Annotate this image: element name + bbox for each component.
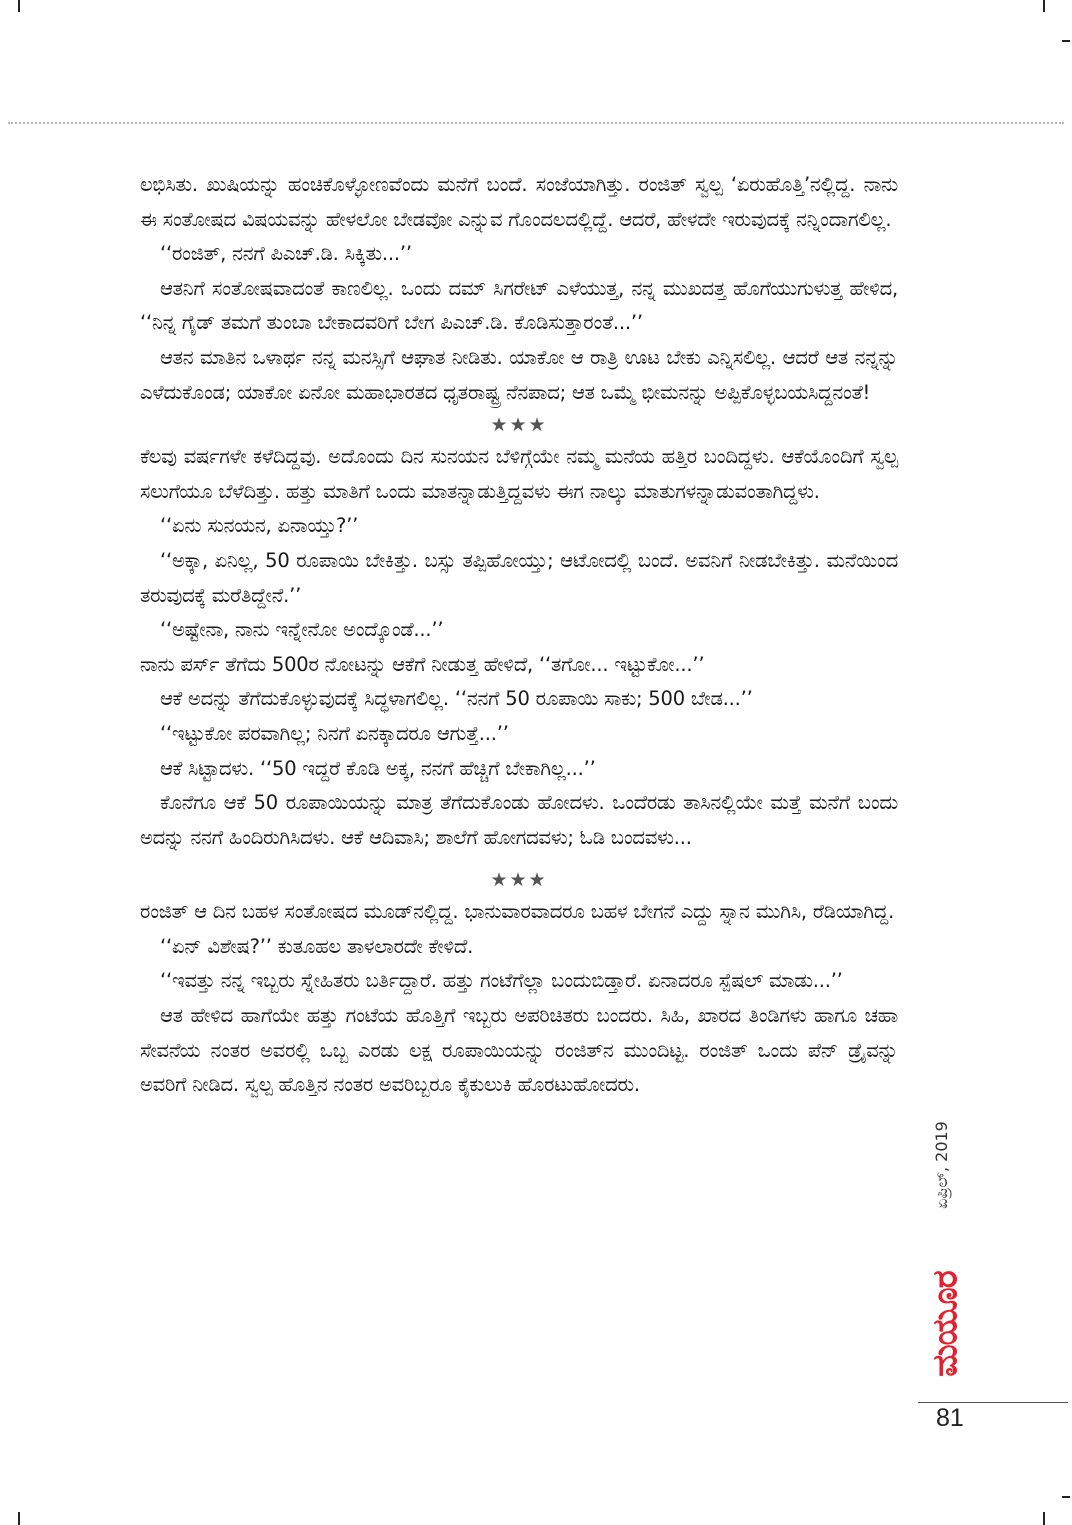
paragraph: ಆತನ ಮಾತಿನ ಒಳಾರ್ಥ ನನ್ನ ಮನಸ್ಸಿಗೆ ಆಘಾತ ನೀಡಿತು. ಯಾಕೋ ಆ ರಾತ್ರಿ ಊಟ ಬೇಕು ಎನ್ನಿಸಲಿಲ್ಲ. ಆದರೆ ಆತ ನನ್ನನ್ನು ಎಳೆದುಕೊಂಡ; ಯಾಕೋ ಏನೋ ಮಹಾಭಾರತದ ಧೃತರಾಷ್ಟ್ರ ನೆನಪಾದ; ಆತ ಒಮ್ಮೆ ಭೀಮನನ್ನು ಅಪ್ಪಿಕೊಳ್ಳಬಯಸಿದ್ದನಂತೆ! <box>140 345 898 404</box>
crop-mark-right-bottom <box>1062 1496 1070 1498</box>
paragraph: ಆಕೆ ಅದನ್ನು ತೆಗೆದುಕೊಳ್ಳುವುದಕ್ಕೆ ಸಿದ್ಧಳಾಗಲಿಲ್ಲ. ‘‘ನನಗೆ 50 ರೂಪಾಯಿ ಸಾಕು; 500 ಬೇಡ...’’ <box>160 687 753 711</box>
paragraph: ‘‘ರಂಜಿತ್, ನನಗೆ ಪಿಎಚ್.ಡಿ. ಸಿಕ್ಕಿತು...’’ <box>160 242 412 266</box>
top-dotted-divider <box>8 122 1064 124</box>
paragraph: ಆಕೆ ಸಿಟ್ಟಾದಳು. ‘‘50 ಇದ್ದರೆ ಕೊಡಿ ಅಕ್ಕ, ನನಗೆ ಹೆಚ್ಚಿಗೆ ಬೇಕಾಗಿಲ್ಲ...’’ <box>160 756 596 780</box>
paragraph: ಕೊನೆಗೂ ಆಕೆ 50 ರೂಪಾಯಿಯನ್ನು ಮಾತ್ರ ತೆಗೆದುಕೊಂಡು ಹೋದಳು. ಒಂದೆರಡು ತಾಸಿನಲ್ಲಿಯೇ ಮತ್ತೆ ಮನೆಗೆ ಬಂದು ಅದನ್ನು ನನಗೆ ಹಿಂದಿರುಗಿಸಿದಳು. ಆಕೆ ಆದಿವಾಸಿ; ಶಾಲೆಗೆ ಹೋಗದವಳು; ಓಡಿ ಬಂದವಳು... <box>140 791 898 849</box>
paragraph: ನಾನು ಪರ್ಸ್ ತೆಗೆದು 500ರ ನೋಟನ್ನು ಆಕೆಗೆ ನೀಡುತ್ತ ಹೇಳಿದೆ, ‘‘ತಗೋ... ಇಟ್ಟುಕೋ...’’ <box>140 652 705 676</box>
issue-date <box>912 1100 972 1230</box>
article-body <box>140 168 898 1103</box>
crop-mark-bottom-right <box>1043 1512 1045 1525</box>
paragraph: ‘‘ಇವತ್ತು ನನ್ನ ಇಬ್ಬರು ಸ್ನೇಹಿತರು ಬರ್ತಿದ್ದಾರೆ. ಹತ್ತು ಗಂಟೆಗೆಲ್ಲಾ ಬಂದುಬಿಡ್ತಾರೆ. ಏನಾದರೂ ಸ್ಪೆಷಲ್ ಮಾಡು...’’ <box>160 969 843 993</box>
paragraph: ಲಭಿಸಿತು. ಖುಷಿಯನ್ನು ಹಂಚಿಕೊಳ್ಳೋಣವೆಂದು ಮನೆಗೆ ಬಂದೆ. ಸಂಜೆಯಾಗಿತ್ತು. ರಂಜಿತ್ ಸ್ವಲ್ಪ ‘ಏರುಹೊತ್ತಿ’ನಲ್ಲಿದ್ದ. ನಾನು ಈ ಸಂತೋಷದ ವಿಷಯವನ್ನು ಹೇಳಲೋ ಬೇಡವೋ ಎನ್ನುವ ಗೊಂದಲದಲ್ಲಿದ್ದೆ. ಆದರೆ, ಹೇಳದೇ ಇರುವುದಕ್ಕೆ ನನ್ನಿಂದಾಗಲಿಲ್ಲ. <box>140 173 898 231</box>
paragraph: ‘‘ಏನು ಸುನಯನ, ಏನಾಯ್ತು?’’ <box>160 514 359 538</box>
crop-mark-top-left <box>18 0 20 12</box>
page-number: 81 <box>936 1404 964 1432</box>
crop-mark-right-top <box>1062 40 1070 42</box>
paragraph: ‘‘ಏನ್ ವಿಶೇಷ?’’ ಕುತೂಹಲ ತಾಳಲಾರದೇ ಕೇಳಿದೆ. <box>160 934 474 958</box>
paragraph: ಆತನಿಗೆ ಸಂತೋಷವಾದಂತೆ ಕಾಣಲಿಲ್ಲ. ಒಂದು ದಮ್ ಸಿಗರೇಟ್ ಎಳೆಯುತ್ತ, ನನ್ನ ಮುಖದತ್ತ ಹೊಗೆಯುಗುಳುತ್ತ ಹೇಳಿದ, ‘‘ನಿನ್ನ ಗೈಡ್ ತಮಗೆ ತುಂಬಾ ಬೇಕಾದವರಿಗೆ ಬೇಗ ಪಿಎಚ್.ಡಿ. ಕೊಡಿಸುತ್ತಾರಂತೆ...’’ <box>140 276 898 335</box>
section-break: ★★★ <box>490 414 548 437</box>
paragraph: ಆತ ಹೇಳಿದ ಹಾಗೆಯೇ ಹತ್ತು ಗಂಟೆಯ ಹೊತ್ತಿಗೆ ಇಬ್ಬರು ಅಪರಿಚಿತರು ಬಂದರು. ಸಿಹಿ, ಖಾರದ ತಿಂಡಿಗಳು ಹಾಗೂ ಚಹಾ ಸೇವನೆಯ ನಂತರ ಅವರಲ್ಲಿ ಒಬ್ಬ ಎರಡು ಲಕ್ಷ ರೂಪಾಯಿಯನ್ನು ರಂಜಿತ್‌ನ ಮುಂದಿಟ್ಟ. ರಂಜಿತ್ ಒಂದು ಪೆನ್ ಡ್ರೈವನ್ನು ಅವರಿಗೆ ನೀಡಿದ. ಸ್ವಲ್ಪ ಹೊತ್ತಿನ ನಂತರ ಅವರಿಬ್ಬರೂ ಕೈಕುಲುಕಿ ಹೊರಟುಹೋದರು. <box>140 1004 898 1097</box>
paragraph: ಕೆಲವು ವರ್ಷಗಳೇ ಕಳೆದಿದ್ದವು. ಅದೊಂದು ದಿನ ಸುನಯನ ಬೆಳಿಗ್ಗೆಯೇ ನಮ್ಮ ಮನೆಯ ಹತ್ತಿರ ಬಂದಿದ್ದಳು. ಆಕೆಯೊಂದಿಗೆ ಸ್ವಲ್ಪ ಸಲುಗೆಯೂ ಬೆಳೆದಿತ್ತು. ಹತ್ತು ಮಾತಿಗೆ ಒಂದು ಮಾತನ್ನಾಡುತ್ತಿದ್ದವಳು ಈಗ ನಾಲ್ಕು ಮಾತುಗಳನ್ನಾಡುವಂತಾಗಿದ್ದಳು. <box>140 445 898 503</box>
section-break: ★★★ <box>490 869 548 892</box>
magazine-logo-text: ಮಯೂರ <box>926 1271 966 1377</box>
paragraph: ‘‘ಇಟ್ಟುಕೋ ಪರವಾಗಿಲ್ಲ; ನಿನಗೆ ಏನಕ್ಕಾದರೂ ಆಗುತ್ತೆ...’’ <box>160 721 509 745</box>
magazine-logo <box>916 1262 976 1386</box>
crop-mark-top-right <box>1043 0 1045 12</box>
paragraph: ‘‘ಅಕ್ಕಾ, ಏನಿಲ್ಲ, 50 ರೂಪಾಯಿ ಬೇಕಿತ್ತು. ಬಸ್ಸು ತಪ್ಪಿಹೋಯ್ತು; ಆಟೋದಲ್ಲಿ ಬಂದೆ. ಅವನಿಗೆ ನೀಡಬೇಕಿತ್ತು. ಮನೆಯಿಂದ ತರುವುದಕ್ಕೆ ಮರೆತಿದ್ದೇನೆ.’’ <box>140 548 898 607</box>
crop-mark-bottom-left <box>18 1512 20 1525</box>
issue-date-text: ಏಪ್ರಿಲ್, 2019 <box>932 1121 952 1209</box>
footer-rule <box>918 1402 1068 1403</box>
paragraph: ರಂಜಿತ್ ಆ ದಿನ ಬಹಳ ಸಂತೋಷದ ಮೂಡ್‌ನಲ್ಲಿದ್ದ. ಭಾನುವಾರವಾದರೂ ಬಹಳ ಬೇಗನೆ ಎದ್ದು ಸ್ನಾನ ಮುಗಿಸಿ, ರೆಡಿಯಾಗಿದ್ದ. <box>140 900 895 924</box>
paragraph: ‘‘ಅಷ್ಟೇನಾ, ನಾನು ಇನ್ನೇನೋ ಅಂದ್ಕೊಂಡೆ...’’ <box>160 618 444 642</box>
